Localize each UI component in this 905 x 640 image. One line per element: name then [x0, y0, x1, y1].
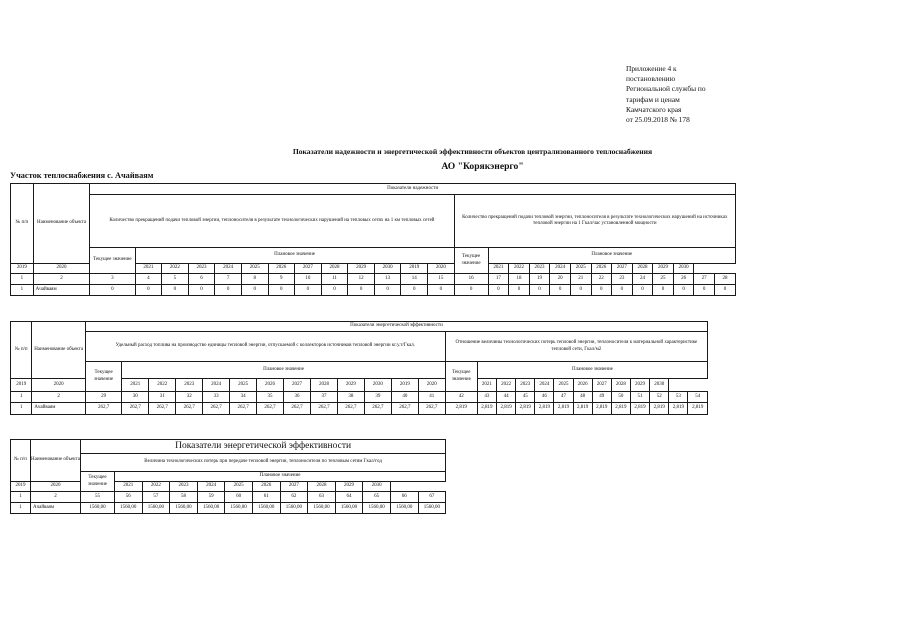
index-cell: 40 [391, 392, 418, 403]
index-cell: 66 [390, 492, 418, 503]
year-header: 2025 [570, 264, 591, 274]
year-header: 2029 [630, 379, 649, 392]
index-cell: 44 [497, 392, 516, 403]
index-cell: 22 [591, 274, 612, 285]
data-cell: 0 [632, 285, 653, 296]
group-header: Показатели надежности [90, 184, 736, 195]
year-header: 2023 [170, 482, 198, 492]
data-cell: 0 [591, 285, 612, 296]
index-cell: 1 [11, 392, 32, 403]
current-value-header: Текущее значение [85, 362, 121, 392]
index-cell: 6 [188, 274, 215, 285]
index-cell: 51 [630, 392, 649, 403]
data-cell: 2,819 [554, 403, 573, 415]
year-header: 2023 [176, 379, 203, 392]
data-cell: 1560,00 [335, 503, 363, 514]
year-header: 2029 [337, 379, 364, 392]
index-cell: 53 [669, 392, 688, 403]
index-cell: 33 [203, 392, 230, 403]
year-header: 2019 [11, 482, 31, 492]
data-cell: 2,819 [611, 403, 630, 415]
index-cell: 52 [650, 392, 669, 403]
index-cell: 9 [268, 274, 295, 285]
index-cell: 48 [573, 392, 592, 403]
data-cell: 2,819 [669, 403, 688, 415]
data-cell: 1 [11, 285, 34, 296]
data-cell: 262,7 [284, 403, 311, 415]
document-title: Показатели надежности и энергетической эффективности объектов централизованного теплоснабжения [292, 147, 653, 156]
data-cell: 2,819 [592, 403, 611, 415]
index-cell: 32 [176, 392, 203, 403]
year-header: 2023 [188, 264, 215, 274]
appendix-line: тарифам и ценам [626, 94, 680, 104]
data-cell: 0 [428, 285, 455, 296]
index-cell: 64 [335, 492, 363, 503]
index-cell: 3 [90, 274, 135, 285]
index-cell: 61 [252, 492, 280, 503]
index-cell: 10 [295, 274, 322, 285]
data-cell: 0 [488, 285, 509, 296]
year-header: 2024 [203, 379, 230, 392]
index-cell: 60 [225, 492, 253, 503]
year-header: 2024 [215, 264, 242, 274]
index-cell: 36 [284, 392, 311, 403]
data-cell: 1560,00 [115, 503, 143, 514]
index-cell: 34 [230, 392, 257, 403]
data-cell: 0 [188, 285, 215, 296]
index-cell: 2 [31, 492, 81, 503]
data-cell: Ачайваям [33, 285, 90, 296]
planned-value-header: Плановое значение [115, 472, 446, 482]
year-header: 2023 [529, 264, 550, 274]
data-cell: 1560,00 [252, 503, 280, 514]
index-cell: 55 [81, 492, 115, 503]
year-header: 2024 [535, 379, 554, 392]
data-cell: 2,819 [535, 403, 554, 415]
data-cell: 0 [321, 285, 348, 296]
index-cell: 23 [612, 274, 633, 285]
data-cell: 0 [612, 285, 633, 296]
index-cell: 17 [488, 274, 509, 285]
current-value-header: Текущее значение [445, 362, 477, 392]
year-header: 2021 [488, 264, 509, 274]
year-header: 2020 [31, 482, 81, 492]
heat-losses-table [10, 439, 446, 514]
col-name-header: Наименование объекта [31, 440, 81, 482]
data-cell: 0 [215, 285, 242, 296]
year-header: 2026 [268, 264, 295, 274]
data-cell: 0 [295, 285, 322, 296]
index-cell: 62 [280, 492, 308, 503]
year-header: 2024 [550, 264, 571, 274]
data-cell: 2,819 [497, 403, 516, 415]
planned-value-header: Плановое значение [122, 362, 445, 379]
data-cell: 0 [694, 285, 715, 296]
data-cell: 0 [135, 285, 162, 296]
index-cell: 43 [477, 392, 496, 403]
year-header: 2030 [650, 379, 669, 392]
data-cell: 262,7 [310, 403, 337, 415]
year-header: 2024 [197, 482, 225, 492]
appendix-line: Камчатского края [626, 104, 682, 114]
planned-value-header: Плановое значение [488, 248, 735, 264]
data-cell: 2,819 [688, 403, 708, 415]
col-num-header: № п/п [11, 184, 34, 264]
index-cell: 5 [162, 274, 189, 285]
year-header: 2029 [653, 264, 674, 274]
year-header: 2022 [149, 379, 176, 392]
year-header: 2028 [308, 482, 336, 492]
year-header: 2019 [11, 264, 34, 274]
year-header: 2021 [135, 264, 162, 274]
year-header: 2020 [33, 264, 90, 274]
year-header: 2027 [280, 482, 308, 492]
index-cell: 49 [592, 392, 611, 403]
year-header: 2023 [516, 379, 535, 392]
block-a-header: Количество прекращений подачи тепловой энергии, теплоносителя в результате технологических нарушений на тепловых сетях на 1 км тепловых сетей [90, 195, 454, 248]
data-cell: 262,7 [364, 403, 391, 415]
data-cell: 1560,00 [390, 503, 418, 514]
data-cell: 1560,00 [81, 503, 115, 514]
year-header: 2025 [225, 482, 253, 492]
index-cell: 4 [135, 274, 162, 285]
index-cell: 63 [308, 492, 336, 503]
index-cell: 41 [418, 392, 445, 403]
data-cell: 0 [673, 285, 694, 296]
index-cell: 29 [85, 392, 121, 403]
index-cell: 45 [516, 392, 535, 403]
data-cell: 1560,00 [225, 503, 253, 514]
index-cell: 46 [535, 392, 554, 403]
year-header: 2028 [611, 379, 630, 392]
data-cell: 1 [11, 503, 31, 514]
block-a-header: Удельный расход топлива на производство единицы тепловой энергии, отпускаемой с коллекторов источников тепловой энергии кг.у.т/Гкал. [85, 332, 445, 362]
year-header: 2021 [122, 379, 149, 392]
year-header: 2030 [374, 264, 401, 274]
year-header: 2020 [418, 379, 445, 392]
year-header: 2027 [592, 379, 611, 392]
index-cell: 2 [32, 392, 86, 403]
current-value-header: Текущее значение [90, 248, 135, 274]
index-cell: 11 [321, 274, 348, 285]
data-cell: 0 [509, 285, 530, 296]
index-cell: 7 [215, 274, 242, 285]
year-header: 2020 [32, 379, 86, 392]
index-cell: 67 [418, 492, 446, 503]
appendix-line: Приложение 4 к [626, 64, 677, 73]
index-cell: 42 [445, 392, 477, 403]
index-cell: 58 [170, 492, 198, 503]
year-header: 2028 [310, 379, 337, 392]
data-cell: 0 [348, 285, 375, 296]
data-cell: 2,819 [630, 403, 649, 415]
data-cell: 0 [454, 285, 488, 296]
data-cell: 262,7 [418, 403, 445, 415]
data-cell: 0 [529, 285, 550, 296]
data-cell: 2,819 [477, 403, 496, 415]
index-cell: 18 [509, 274, 530, 285]
index-cell: 26 [673, 274, 694, 285]
year-header: 2026 [252, 482, 280, 492]
year-header: 2025 [230, 379, 257, 392]
block-header: Величина технологических потерь при передаче тепловой энергии, теплоносителя по тепловым сетям Гкал/год [81, 454, 446, 472]
data-cell: 0 [714, 285, 735, 296]
year-header: 2022 [142, 482, 170, 492]
reliability-table [10, 183, 736, 296]
index-cell: 56 [115, 492, 143, 503]
data-cell: 0 [653, 285, 674, 296]
data-cell: 0 [241, 285, 268, 296]
data-cell: 262,7 [122, 403, 149, 415]
year-header: 2030 [363, 482, 391, 492]
data-cell: 262,7 [203, 403, 230, 415]
data-cell: 262,7 [176, 403, 203, 415]
data-cell: 2,819 [650, 403, 669, 415]
index-cell: 14 [401, 274, 428, 285]
year-header: 2030 [364, 379, 391, 392]
appendix-note [626, 64, 756, 125]
data-cell: 262,7 [257, 403, 284, 415]
year-header: 2029 [348, 264, 375, 274]
index-cell: 25 [653, 274, 674, 285]
data-cell: Ачайваям [32, 403, 86, 415]
index-cell: 21 [570, 274, 591, 285]
col-num-header: № п/п [11, 440, 31, 482]
data-cell: 0 [374, 285, 401, 296]
data-cell: 262,7 [149, 403, 176, 415]
data-cell: 0 [162, 285, 189, 296]
data-cell: 0 [570, 285, 591, 296]
data-cell: 262,7 [85, 403, 121, 415]
data-cell: 0 [268, 285, 295, 296]
index-cell: 13 [374, 274, 401, 285]
index-cell: 47 [554, 392, 573, 403]
year-header: 2026 [573, 379, 592, 392]
data-cell: 1560,00 [418, 503, 446, 514]
year-header: 2027 [612, 264, 633, 274]
data-cell: 0 [401, 285, 428, 296]
year-header: 2025 [554, 379, 573, 392]
data-cell: 0 [550, 285, 571, 296]
col-name-header: Наименование объекта [32, 322, 86, 379]
data-cell: 1560,00 [308, 503, 336, 514]
block-b-header: Количество прекращений подачи тепловой энергии, теплоносителя в результате технологических нарушений на источниках тепловой энергии на 1 Гкал/час установленной мощности [454, 195, 735, 248]
block-b-header: Отношение величины технологических потерь тепловой энергии, теплоносителя к материальной характеристике тепловой сети, Гкал/м2 [445, 332, 707, 362]
index-cell: 15 [428, 274, 455, 285]
data-cell: 262,7 [391, 403, 418, 415]
appendix-line: Региональной службы по [626, 84, 706, 94]
col-name-header: Наименование объекта [33, 184, 90, 264]
index-cell: 24 [632, 274, 653, 285]
year-header: 2026 [257, 379, 284, 392]
index-cell: 37 [310, 392, 337, 403]
current-value-header: Текущее значение [81, 472, 115, 492]
index-cell: 39 [364, 392, 391, 403]
year-header: 2030 [673, 264, 694, 274]
year-header: 2028 [632, 264, 653, 274]
year-header: 2021 [477, 379, 496, 392]
index-cell: 20 [550, 274, 571, 285]
data-cell: 1560,00 [197, 503, 225, 514]
index-cell: 59 [197, 492, 225, 503]
planned-value-header: Плановое значение [477, 362, 707, 379]
index-cell: 1 [11, 274, 34, 285]
year-header: 2020 [428, 264, 455, 274]
data-cell: 2,819 [573, 403, 592, 415]
year-header: 2026 [591, 264, 612, 274]
appendix-line: от 25.09.2018 № 178 [626, 115, 690, 125]
data-cell: 1560,00 [363, 503, 391, 514]
data-cell: 1560,00 [142, 503, 170, 514]
index-cell: 1 [11, 492, 31, 503]
index-cell: 28 [714, 274, 735, 285]
section-label: Участок теплоснабжения с. Ачайваям [10, 171, 154, 180]
index-cell: 54 [688, 392, 708, 403]
data-cell: 0 [90, 285, 135, 296]
year-header: 2027 [295, 264, 322, 274]
data-cell: 2,819 [445, 403, 477, 415]
index-cell: 57 [142, 492, 170, 503]
year-header: 2025 [241, 264, 268, 274]
year-header: 2022 [162, 264, 189, 274]
group-header: Показатели энергетической эффективности [81, 440, 446, 454]
index-cell: 50 [611, 392, 630, 403]
data-cell: 2,819 [516, 403, 535, 415]
index-cell: 8 [241, 274, 268, 285]
index-cell: 65 [363, 492, 391, 503]
data-cell: Ачайваям [31, 503, 81, 514]
year-header: 2022 [509, 264, 530, 274]
data-cell: 1 [11, 403, 32, 415]
energy-efficiency-table [10, 321, 708, 415]
index-cell: 12 [348, 274, 375, 285]
year-header: 2019 [391, 379, 418, 392]
col-num-header: № п/п [11, 322, 32, 379]
index-cell: 31 [149, 392, 176, 403]
data-cell: 1560,00 [170, 503, 198, 514]
current-value-header: Текущее значение [454, 248, 488, 274]
index-cell: 38 [337, 392, 364, 403]
year-header: 2028 [321, 264, 348, 274]
appendix-line: постановлению [626, 74, 676, 84]
index-cell: 35 [257, 392, 284, 403]
year-header: 2022 [497, 379, 516, 392]
year-header: 2021 [115, 482, 143, 492]
organization-title: АО "Корякэнерго" [441, 161, 524, 172]
group-header: Показатели энергетической эффективности [85, 322, 707, 332]
year-header: 2027 [284, 379, 311, 392]
planned-value-header: Плановое значение [135, 248, 454, 264]
index-cell: 30 [122, 392, 149, 403]
data-cell: 1560,00 [280, 503, 308, 514]
data-cell: 262,7 [337, 403, 364, 415]
index-cell: 16 [454, 274, 488, 285]
year-header: 2029 [335, 482, 363, 492]
index-cell: 2 [33, 274, 90, 285]
index-cell: 19 [529, 274, 550, 285]
year-header: 2019 [401, 264, 428, 274]
year-header: 2019 [11, 379, 32, 392]
index-cell: 27 [694, 274, 715, 285]
data-cell: 262,7 [230, 403, 257, 415]
